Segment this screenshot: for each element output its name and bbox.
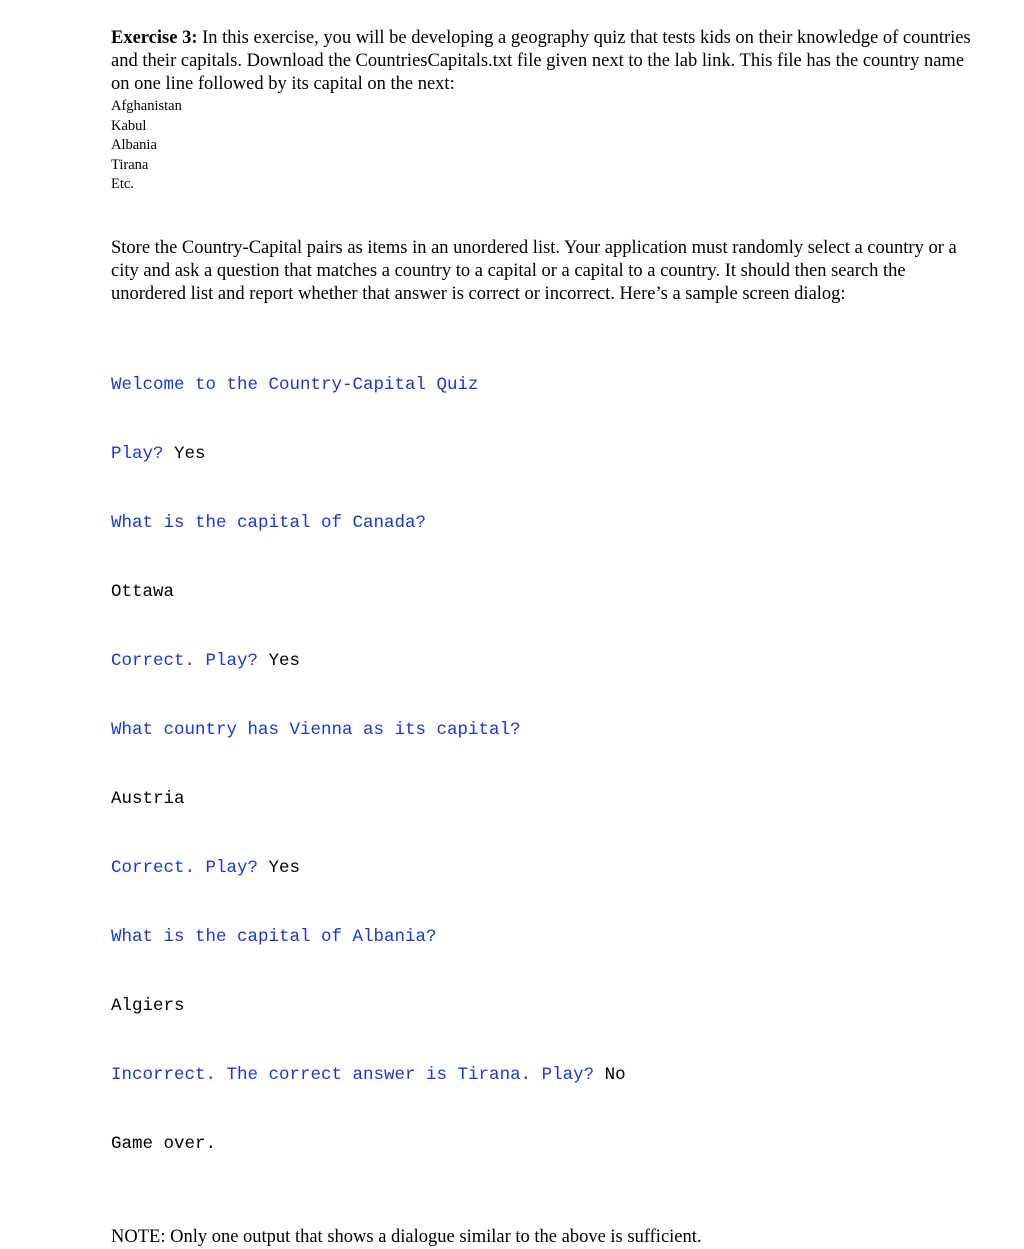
dialog-line bbox=[111, 857, 971, 880]
dialog-prompt: Correct. Play? bbox=[111, 650, 269, 671]
file-sample-line: Etc. bbox=[111, 176, 134, 192]
instructions-paragraph: Store the Country-Capital pairs as items in an unordered list. Your application must randomly select a country or a city and ask a question that matches a country to a capital or a capital to a country. It should then search the unordered list and report whether that answer is correct or incorrect. Here’s a sample screen dialog: bbox=[111, 237, 957, 304]
dialog-answer: Yes bbox=[268, 650, 301, 671]
dialog-prompt: What country has Vienna as its capital? bbox=[111, 719, 521, 740]
dialog-line bbox=[111, 995, 971, 1018]
dialog-line bbox=[111, 374, 971, 397]
dialog-prompt: Correct. Play? bbox=[111, 857, 269, 878]
file-sample-line: Kabul bbox=[111, 117, 147, 134]
dialog-prompt: What is the capital of Albania? bbox=[111, 926, 437, 947]
note-paragraph: NOTE: Only one output that shows a dialogue similar to the above is sufficient. bbox=[111, 1226, 702, 1247]
exercise-intro-text: In this exercise, you will be developing a geography quiz that tests kids on their knowledge of countries and their capitals. Download the CountriesCapitals.txt file given next to the lab link. This file has the country name on one line followed by its capital on the next: bbox=[111, 28, 971, 94]
file-sample-lines bbox=[111, 97, 971, 195]
dialog-answer: No bbox=[604, 1064, 626, 1085]
dialog-line bbox=[111, 1064, 971, 1087]
dialog-line bbox=[111, 581, 971, 604]
file-sample-line: Tirana bbox=[111, 156, 149, 173]
dialog-answer: Ottawa bbox=[111, 581, 175, 602]
dialog-line bbox=[111, 512, 971, 535]
dialog-prompt: What is the capital of Canada? bbox=[111, 512, 427, 533]
dialog-answer: Yes bbox=[174, 443, 206, 464]
file-sample-line: Afghanistan bbox=[111, 98, 182, 114]
dialog-line bbox=[111, 719, 971, 742]
dialog-answer: Yes bbox=[268, 857, 301, 878]
dialog-line bbox=[111, 1133, 971, 1156]
dialog-answer: Austria bbox=[111, 788, 185, 809]
dialog-prompt: Incorrect. The correct answer is Tirana. Play? bbox=[111, 1064, 605, 1085]
dialog-line bbox=[111, 788, 971, 811]
dialog-prompt: Welcome to the Country-Capital Quiz bbox=[111, 374, 479, 395]
exercise-intro bbox=[111, 27, 971, 96]
dialog-line bbox=[111, 926, 971, 949]
dialog-prompt: Play? bbox=[111, 443, 175, 464]
dialog-answer: Algiers bbox=[111, 995, 185, 1016]
dialog-line bbox=[111, 650, 971, 673]
document-page bbox=[111, 27, 971, 1249]
dialog-answer: Game over. bbox=[111, 1133, 217, 1154]
dialog-line bbox=[111, 443, 971, 466]
file-sample-line: Albania bbox=[111, 137, 157, 153]
sample-dialog bbox=[111, 328, 971, 1202]
exercise-label: Exercise 3: bbox=[111, 28, 198, 48]
